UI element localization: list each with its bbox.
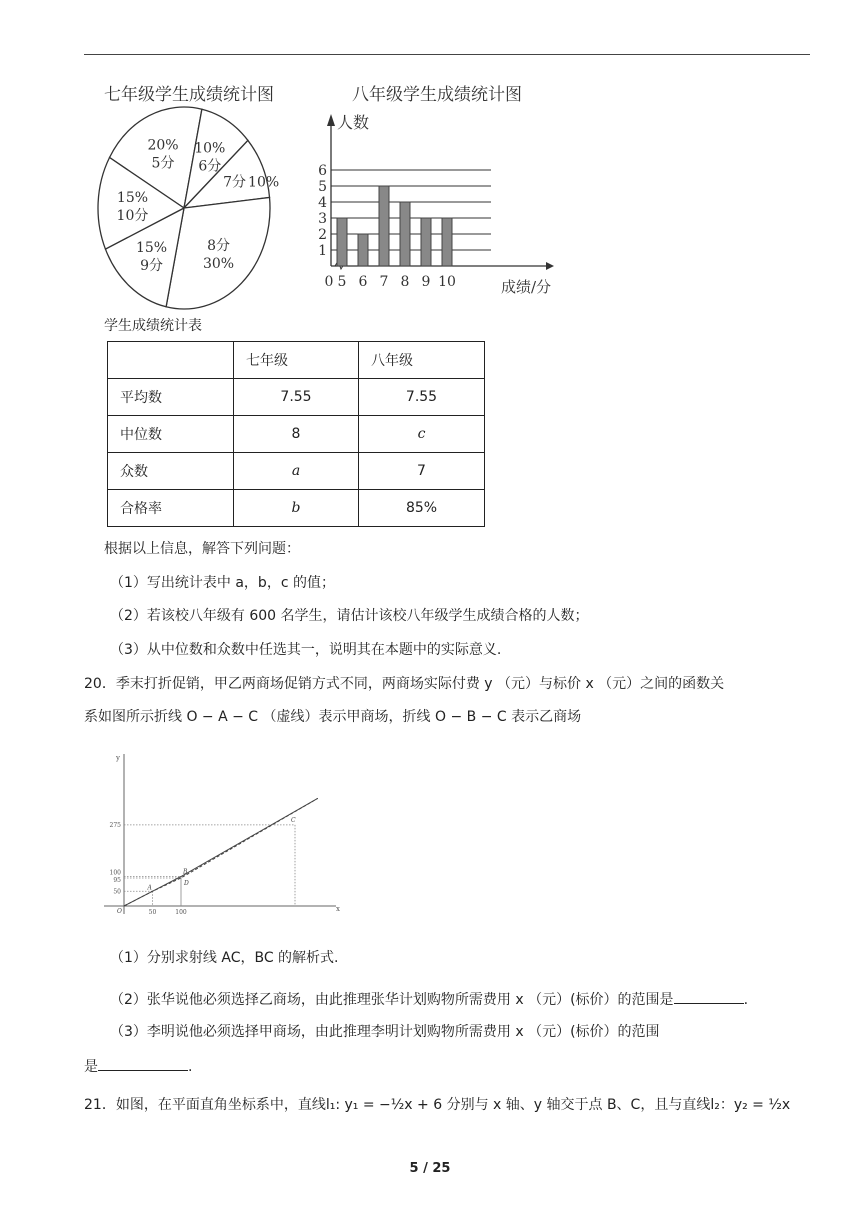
page-number: 5 / 25 bbox=[409, 1161, 451, 1176]
table-row bbox=[108, 490, 485, 527]
x-tick-label: 10 bbox=[438, 274, 456, 290]
bar-chart-title: 八年级学生成绩统计图 bbox=[352, 85, 522, 105]
table-cell: 7.55 bbox=[359, 379, 485, 416]
x-tick-label: 100 bbox=[175, 909, 187, 916]
y-tick-label: 1 bbox=[318, 243, 327, 259]
point-label: O bbox=[117, 908, 122, 915]
table-cell: 8 bbox=[234, 416, 359, 453]
point-label: B bbox=[183, 868, 188, 876]
table-header-cell: 八年级 bbox=[359, 342, 485, 379]
table-caption: 学生成绩统计表 bbox=[104, 318, 202, 334]
q20-part1: （1）分别求射线 AC，BC 的解析式. bbox=[110, 950, 339, 966]
x-axis-label: 成绩/分 bbox=[501, 278, 552, 296]
q20-line2: 系如图所示折线 O − A − C （虚线）表示甲商场，折线 O − B − C 表示乙商场 bbox=[84, 709, 582, 725]
table-cell: b bbox=[234, 490, 359, 527]
x-tick-label: 9 bbox=[421, 274, 431, 290]
answer-blank[interactable] bbox=[674, 989, 744, 1004]
q19-part2: （2）若该校八年级有 600 名学生，请估计该校八年级学生成绩合格的人数； bbox=[110, 608, 589, 624]
table-row bbox=[108, 453, 485, 490]
table-row bbox=[108, 379, 485, 416]
y-tick-label: 6 bbox=[318, 163, 327, 179]
bar-chart bbox=[306, 108, 576, 300]
price-graph-marks bbox=[104, 754, 340, 916]
pie-slice-percent: 10分 bbox=[116, 207, 149, 224]
q20-part3: （3）李明说他必须选择甲商场，由此推理李明计划购物所需费用 x （元）(标价）的范围 bbox=[110, 1024, 660, 1040]
bar bbox=[442, 218, 452, 266]
bar bbox=[379, 186, 389, 266]
pie-slice-percent: 30% bbox=[202, 256, 235, 273]
q20-part3-end: . bbox=[188, 1059, 193, 1075]
pie-chart bbox=[96, 104, 280, 312]
table-header-cell bbox=[108, 342, 234, 379]
x-tick-label: 8 bbox=[400, 274, 410, 290]
table-cell: a bbox=[234, 453, 359, 490]
pie-slice-percent: 9分 bbox=[140, 258, 163, 275]
bar bbox=[421, 218, 431, 266]
y-tick-label: 50 bbox=[113, 888, 121, 896]
table-cell: 合格率 bbox=[108, 490, 234, 527]
pie-slice-label: 7分 10% bbox=[223, 174, 280, 191]
q21-line1: 21．如图，在平面直角坐标系中，直线l₁: y₁ = −½x + 6 分别与 x 轴、y 轴交于点 B、C，且与直线l₂：y₂ = ½x bbox=[84, 1097, 791, 1113]
x-tick-label: 7 bbox=[379, 274, 389, 290]
stats-table bbox=[107, 341, 485, 527]
table-header-row bbox=[108, 342, 485, 379]
x-axis-arrow bbox=[546, 262, 554, 270]
table-row bbox=[108, 416, 485, 453]
y-tick-label: 2 bbox=[318, 227, 327, 243]
table-cell: 7.55 bbox=[234, 379, 359, 416]
y-tick-label: 275 bbox=[109, 821, 121, 829]
point-label: D bbox=[184, 879, 189, 887]
x-tick-label: 5 bbox=[337, 274, 347, 290]
table-header-cell: 七年级 bbox=[234, 342, 359, 379]
table-cell: 中位数 bbox=[108, 416, 234, 453]
q20-part2: （2）张华说他必须选择乙商场，由此推理张华计划购物所需费用 x （元）(标价）的范围是 bbox=[110, 992, 674, 1008]
q20-line1: 20．季末打折促销，甲乙两商场促销方式不同，两商场实际付费 y （元）与标价 x （元）之间的函数关 bbox=[84, 676, 725, 692]
x-tick-label: 50 bbox=[148, 909, 157, 916]
table-cell: 众数 bbox=[108, 453, 234, 490]
y-tick-label: 3 bbox=[318, 211, 327, 227]
bar bbox=[337, 218, 347, 266]
y-axis-label: y bbox=[116, 754, 120, 762]
origin-label: 0 bbox=[324, 274, 334, 290]
price-graph bbox=[98, 744, 358, 924]
series-line-solid bbox=[124, 798, 318, 906]
bar bbox=[400, 202, 410, 266]
pie-slice-label: 15% bbox=[116, 189, 149, 206]
y-axis-label: 人数 bbox=[337, 113, 370, 132]
y-axis-arrow bbox=[327, 114, 335, 126]
y-tick-label: 95 bbox=[113, 876, 121, 884]
q20-part3-cont-line bbox=[84, 1056, 192, 1077]
y-tick-label: 4 bbox=[318, 195, 327, 211]
bar-chart-marks bbox=[318, 113, 554, 296]
q19-part3: （3）从中位数和众数中任选其一，说明其在本题中的实际意义. bbox=[110, 642, 502, 658]
q19-intro: 根据以上信息，解答下列问题： bbox=[104, 541, 300, 557]
y-tick-label: 100 bbox=[109, 869, 121, 877]
q20-part2-line bbox=[110, 989, 748, 1010]
pie-slice-label: 15% bbox=[135, 240, 168, 257]
pie-slice-percent: 6分 bbox=[198, 158, 222, 175]
pie-slice-label: 8分 bbox=[207, 238, 230, 255]
pie-chart-title: 七年级学生成绩统计图 bbox=[104, 85, 274, 105]
table-cell: c bbox=[359, 416, 485, 453]
table-cell: 85% bbox=[359, 490, 485, 527]
q20-part2-end: . bbox=[743, 992, 749, 1008]
q19-part1: （1）写出统计表中 a，b，c 的值； bbox=[110, 575, 335, 591]
pie-slice-label: 20% bbox=[147, 137, 179, 154]
table-cell: 7 bbox=[359, 453, 485, 490]
point-label: A bbox=[147, 884, 152, 892]
table-cell: 平均数 bbox=[108, 379, 234, 416]
y-tick-label: 5 bbox=[318, 179, 327, 195]
bar bbox=[358, 234, 368, 266]
header-rule bbox=[84, 54, 810, 55]
x-tick-label: 6 bbox=[358, 274, 368, 290]
point-label: C bbox=[291, 816, 296, 824]
q20-part3-cont: 是 bbox=[84, 1059, 98, 1075]
answer-blank[interactable] bbox=[98, 1056, 188, 1071]
x-axis-label: x bbox=[336, 905, 340, 913]
pie-slice-percent: 5分 bbox=[151, 155, 175, 172]
pie-slice-label: 10% bbox=[194, 140, 226, 157]
